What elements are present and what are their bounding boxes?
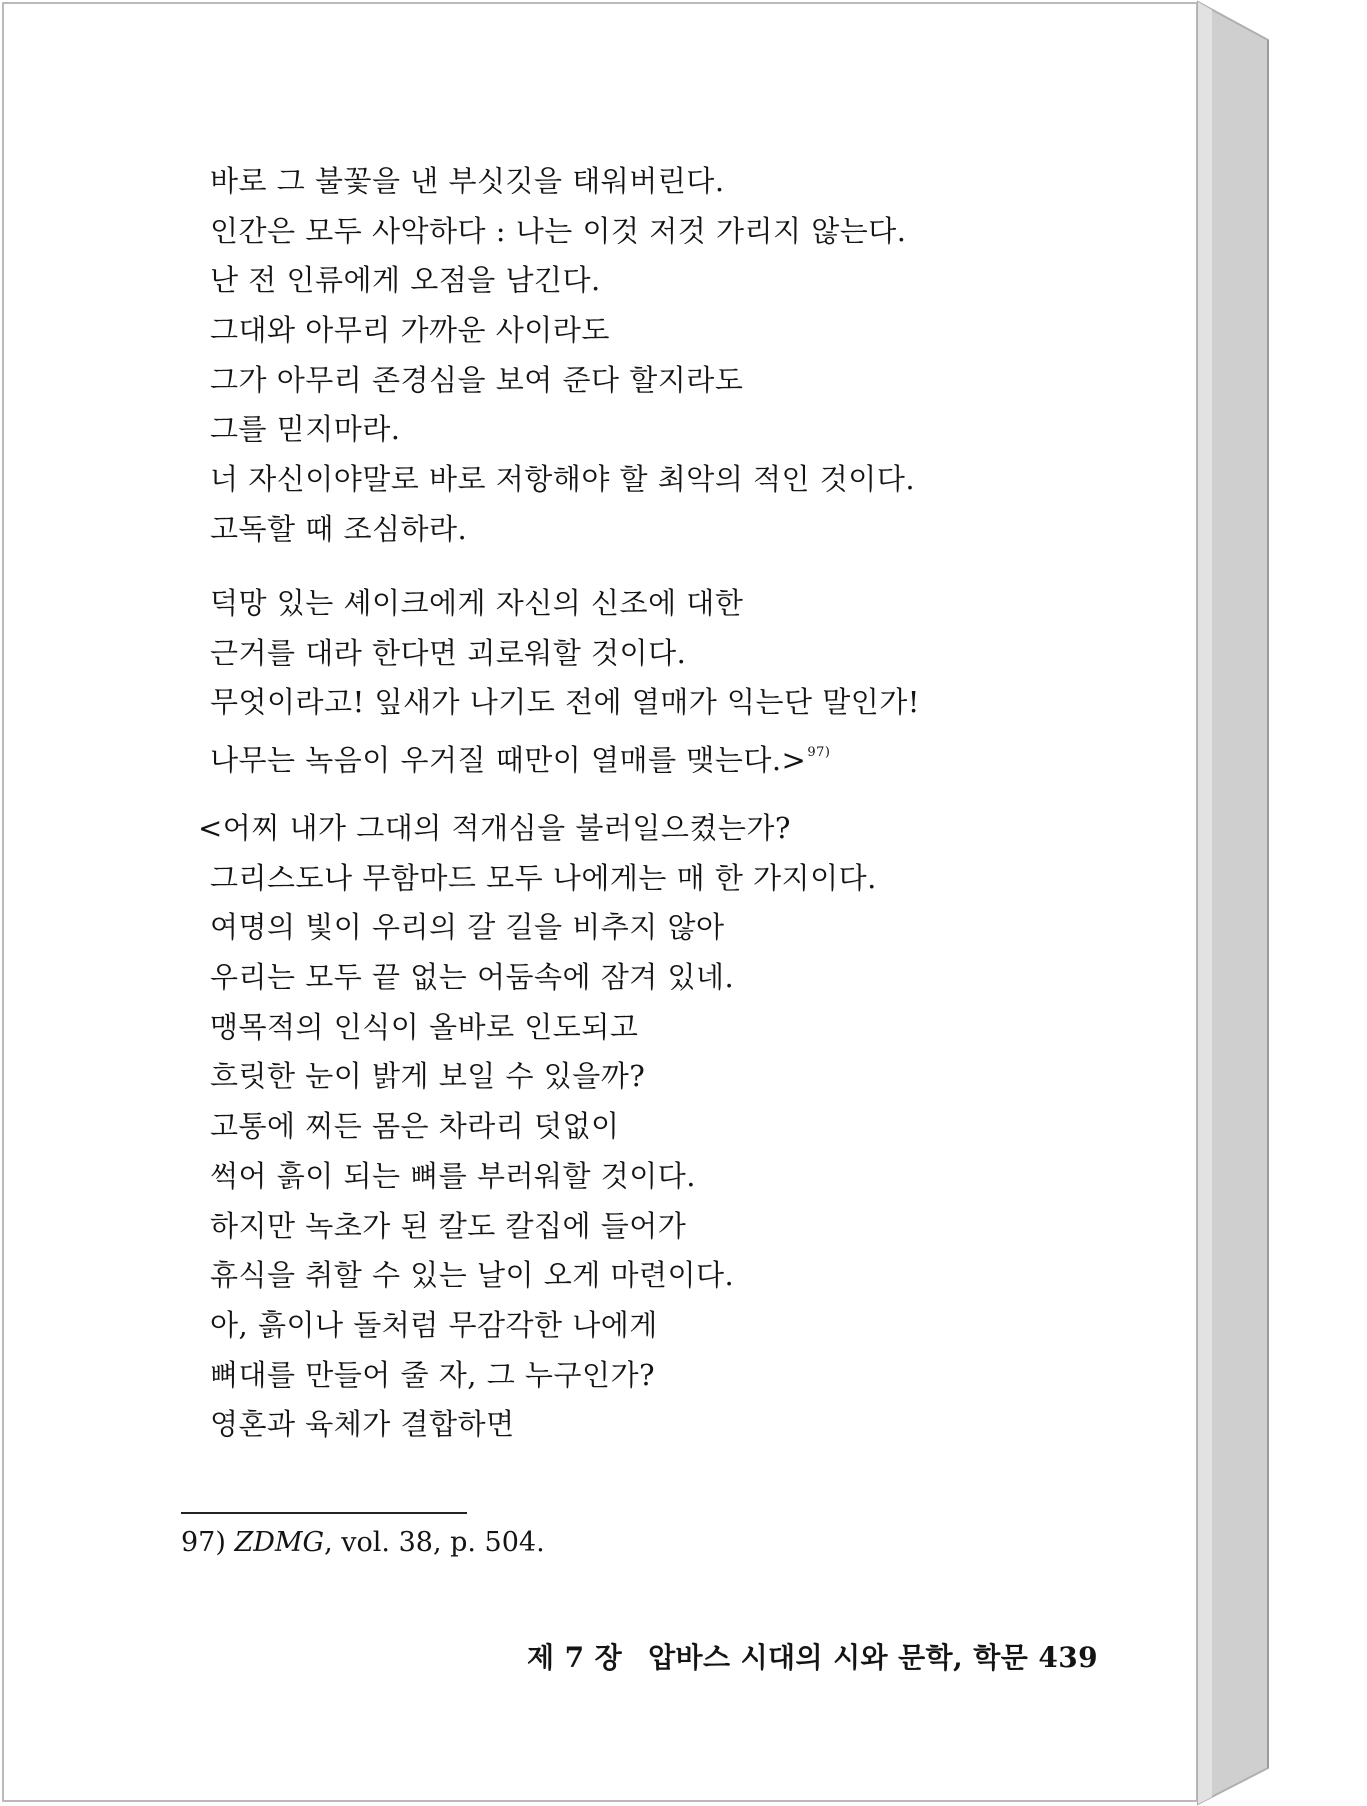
footnote-journal: ZDMG	[234, 1527, 325, 1558]
stanza-3	[198, 804, 877, 1450]
verse-line: 썩어 흙이 되는 뼈를 부러워할 것이다.	[210, 1158, 697, 1193]
verse-line: 근거를 대라 한다면 괴로워할 것이다.	[210, 635, 687, 670]
stanza-1	[210, 157, 915, 555]
verse-line: 고통에 찌든 몸은 차라리 덧없이	[210, 1109, 620, 1144]
verse-line: 고독할 때 조심하라.	[210, 511, 468, 546]
chapter-title: 압바스 시대의 시와 문학, 학문	[648, 1641, 1029, 1674]
verse-line: 그가 아무리 존경심을 보여 준다 할지라도	[210, 362, 744, 397]
verse-line: 뼈대를 만들어 줄 자, 그 누구인가?	[210, 1357, 656, 1392]
verse-line: 바로 그 불꽃을 낸 부싯깃을 태워버린다.	[210, 164, 725, 198]
verse-line: 무엇이라고! 잎새가 나기도 전에 열매가 익는단 말인가!	[210, 685, 920, 720]
verse-line: 아, 흙이나 돌처럼 무감각한 나에게	[210, 1307, 658, 1342]
running-footer	[527, 1636, 1098, 1680]
verse-line: 그대와 아무리 가까운 사이라도	[210, 313, 610, 348]
verse-line: 맹목적의 인식이 올바로 인도되고	[210, 1009, 639, 1044]
verse-line: 그를 믿지마라.	[210, 412, 401, 447]
verse-line: 너 자신이야말로 바로 저항해야 할 최악의 적인 것이다.	[210, 462, 916, 497]
footnote-marker: 97)	[807, 745, 831, 761]
page-number: 439	[1038, 1641, 1099, 1674]
verse-text: 나무는 녹음이 우거질 때만이 열매를 맺는다.>	[210, 743, 807, 778]
verse-line: 그리스도나 무함마드 모두 나에게는 매 한 가지이다.	[210, 860, 877, 895]
verse-line: 우리는 모두 끝 없는 어둠속에 잠겨 있네.	[210, 960, 735, 995]
verse-line: <어찌 내가 그대의 적개심을 불러일으켰는가?	[198, 811, 791, 845]
verse-line: 난 전 인류에게 오점을 남긴다.	[210, 263, 601, 298]
verse-line: 덕망 있는 셰이크에게 자신의 신조에 대한	[210, 586, 744, 620]
verse-line: 인간은 모두 사악하다 : 나는 이것 저것 가리지 않는다.	[210, 213, 907, 248]
verse-line-with-footnote	[210, 728, 920, 778]
verse-line: 영혼과 육체가 결합하면	[210, 1407, 515, 1442]
footnote-citation: , vol. 38, p. 504.	[324, 1527, 545, 1558]
chapter-label: 제 7 장	[527, 1641, 623, 1674]
stanza-2	[210, 579, 920, 778]
footnote-divider	[181, 1512, 467, 1514]
verse-line: 흐릿한 눈이 밝게 보일 수 있을까?	[210, 1059, 646, 1094]
footnote-number: 97)	[181, 1527, 226, 1558]
verse-line: 하지만 녹초가 된 칼도 칼집에 들어가	[210, 1208, 687, 1243]
verse-line: 여명의 빛이 우리의 갈 길을 비추지 않아	[210, 910, 725, 945]
verse-line: 휴식을 취할 수 있는 날이 오게 마련이다.	[210, 1258, 735, 1293]
footnote	[181, 1523, 545, 1563]
